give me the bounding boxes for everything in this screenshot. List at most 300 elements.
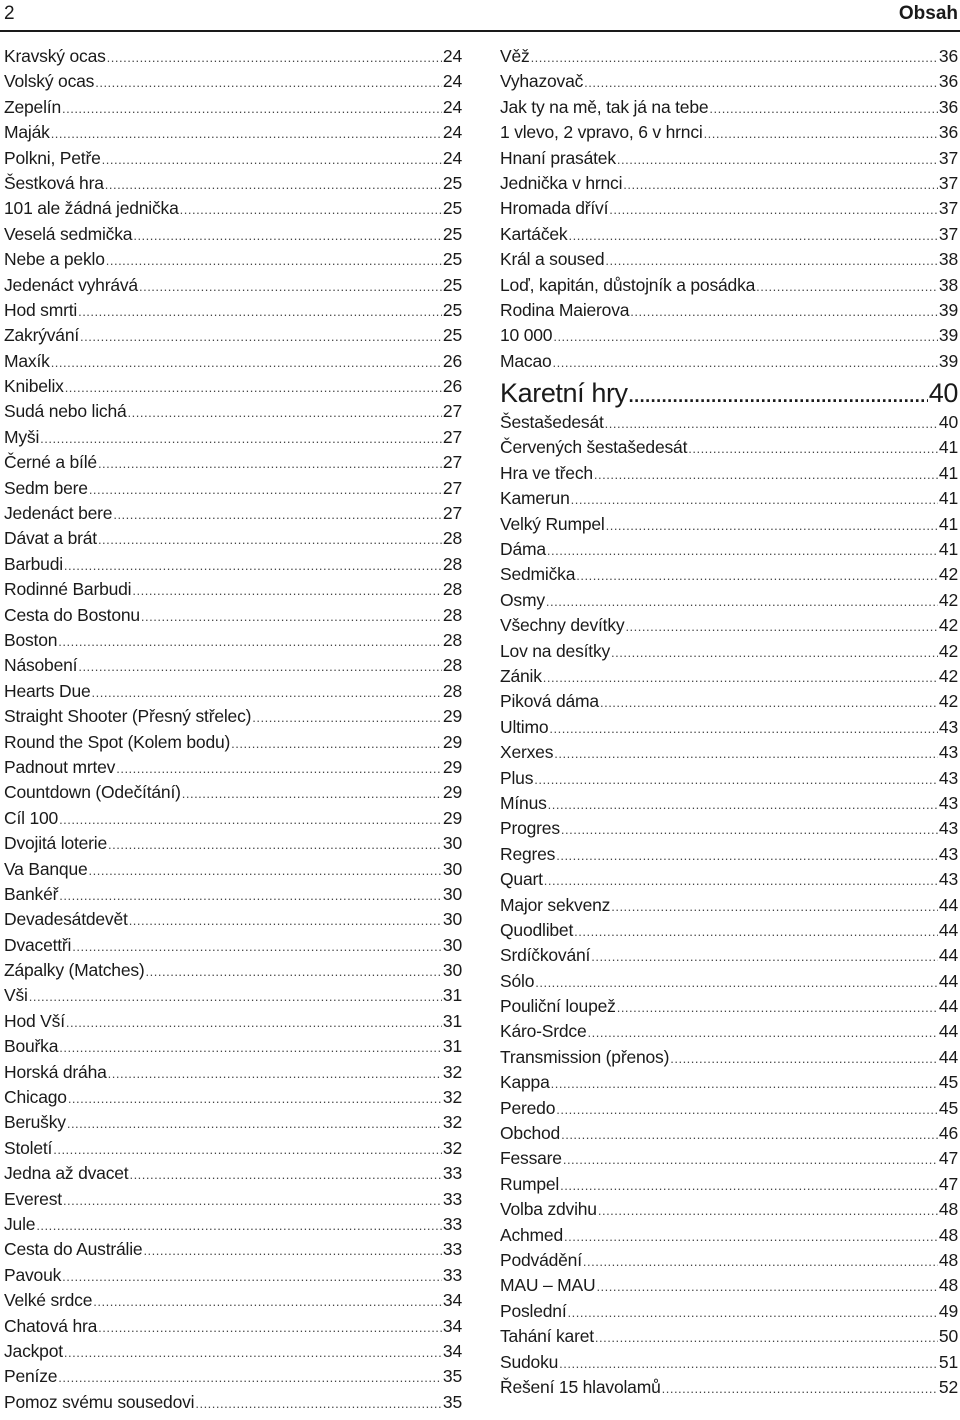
dot-leader — [65, 375, 442, 400]
toc-entry[interactable] — [4, 907, 462, 932]
toc-entry-page-number: 32 — [442, 1061, 462, 1082]
page-header — [0, 0, 960, 36]
toc-entry[interactable] — [4, 323, 462, 348]
toc-entry-label: Dvojitá loterie — [4, 833, 108, 854]
toc-entry[interactable] — [4, 399, 462, 424]
toc-entry-page-number: 24 — [442, 71, 462, 92]
toc-entry-label: Va Banque — [4, 858, 88, 879]
dot-leader — [80, 324, 442, 349]
toc-entry-page-number: 36 — [938, 96, 958, 117]
toc-entry-page-number: 41 — [938, 513, 958, 534]
toc-entry[interactable] — [500, 95, 958, 120]
dot-leader — [64, 1340, 442, 1365]
toc-entry-page-number: 28 — [442, 680, 462, 701]
dot-leader — [556, 1097, 938, 1122]
toc-entry[interactable] — [500, 1324, 958, 1349]
toc-entry[interactable] — [4, 120, 462, 145]
toc-entry-page-number: 31 — [442, 1036, 462, 1057]
toc-entry[interactable] — [500, 816, 958, 841]
toc-entry-page-number: 44 — [938, 1046, 958, 1067]
toc-entry[interactable] — [500, 537, 958, 562]
toc-entry[interactable] — [500, 943, 958, 968]
toc-entry-label: Dvacettři — [4, 934, 72, 955]
toc-entry[interactable] — [4, 425, 462, 450]
dot-leader — [549, 716, 938, 741]
dot-leader — [59, 883, 442, 908]
toc-entry[interactable] — [500, 410, 958, 435]
toc-entry-page-number: 44 — [938, 996, 958, 1017]
toc-entry-label: Maják — [4, 122, 50, 143]
toc-entry[interactable] — [500, 842, 958, 867]
toc-entry-label: Horská dráha — [4, 1061, 107, 1082]
dot-leader — [78, 299, 442, 324]
toc-entry-page-number: 41 — [938, 539, 958, 560]
toc-entry-page-number: 44 — [938, 1021, 958, 1042]
dot-leader — [116, 756, 442, 781]
toc-entry[interactable] — [500, 1019, 958, 1044]
dot-leader — [129, 1162, 441, 1187]
toc-entry-page-number: 26 — [442, 350, 462, 371]
toc-entry-label: Regres — [500, 843, 556, 864]
toc-entry-page-number: 43 — [938, 818, 958, 839]
toc-entry-label: Srdíčkování — [500, 945, 591, 966]
dot-leader — [609, 197, 938, 222]
toc-entry[interactable] — [500, 120, 958, 145]
toc-entry[interactable] — [500, 969, 958, 994]
toc-entry[interactable] — [4, 273, 462, 298]
toc-entry-page-number: 24 — [442, 122, 462, 143]
toc-entry[interactable] — [4, 704, 462, 729]
toc-entry[interactable] — [4, 450, 462, 475]
toc-entry-page-number: 31 — [442, 985, 462, 1006]
toc-entry-page-number: 33 — [442, 1239, 462, 1260]
toc-entry-label: Král a soused — [500, 249, 605, 270]
dot-leader — [93, 1289, 442, 1314]
dot-leader — [561, 1122, 938, 1147]
toc-entry[interactable] — [4, 247, 462, 272]
toc-entry-label: Piková dáma — [500, 691, 599, 712]
toc-entry-page-number: 28 — [442, 579, 462, 600]
toc-entry-label: Ultimo — [500, 716, 549, 737]
toc-entry-page-number: 25 — [442, 172, 462, 193]
dot-leader — [531, 45, 938, 70]
toc-entry[interactable] — [500, 44, 958, 69]
dot-leader — [108, 832, 442, 857]
toc-entry[interactable] — [4, 958, 462, 983]
toc-entry-label: Hra ve třech — [500, 462, 593, 483]
toc-entry[interactable] — [4, 730, 462, 755]
toc-entry-page-number: 28 — [442, 629, 462, 650]
toc-entry-label: Kartáček — [500, 223, 568, 244]
toc-entry-page-number: 30 — [442, 883, 462, 904]
toc-entry[interactable] — [4, 501, 462, 526]
dot-leader — [29, 984, 442, 1009]
toc-entry[interactable] — [500, 893, 958, 918]
dot-leader — [58, 629, 442, 654]
toc-entry-label: Jackpot — [4, 1340, 63, 1361]
dot-leader — [606, 513, 938, 538]
toc-entry[interactable] — [500, 791, 958, 816]
toc-entry[interactable] — [500, 1350, 958, 1375]
toc-entry[interactable] — [4, 780, 462, 805]
dot-leader — [36, 1213, 442, 1238]
toc-entry[interactable] — [500, 689, 958, 714]
toc-entry-page-number: 43 — [938, 869, 958, 890]
toc-entry-page-number: 43 — [938, 843, 958, 864]
toc-entry-label: Cíl 100 — [4, 807, 59, 828]
toc-entry[interactable] — [500, 323, 958, 348]
toc-entry[interactable] — [4, 653, 462, 678]
toc-entry[interactable] — [500, 639, 958, 664]
toc-entry[interactable] — [4, 933, 462, 958]
toc-entry[interactable] — [500, 349, 958, 374]
toc-entry-page-number: 25 — [442, 325, 462, 346]
toc-entry-label: Transmission (přenos) — [500, 1046, 670, 1067]
toc-entry[interactable] — [500, 171, 958, 196]
toc-entry-page-number: 43 — [938, 767, 958, 788]
toc-entry[interactable] — [4, 603, 462, 628]
toc-entry-label: Hod Vší — [4, 1010, 65, 1031]
dot-leader — [141, 604, 442, 629]
dot-leader — [546, 589, 938, 614]
toc-entry[interactable] — [500, 298, 958, 323]
toc-entry-label: Cesta do Austrálie — [4, 1239, 143, 1260]
toc-entry-label: Peníze — [4, 1366, 58, 1387]
toc-entry-page-number: 28 — [442, 553, 462, 574]
toc-entry[interactable] — [4, 374, 462, 399]
toc-entry-label: Pouliční loupež — [500, 996, 616, 1017]
toc-entry[interactable] — [4, 222, 462, 247]
dot-leader — [591, 944, 938, 969]
toc-entry-page-number: 47 — [938, 1148, 958, 1169]
toc-entry-page-number: 30 — [442, 833, 462, 854]
dot-leader — [252, 705, 442, 730]
toc-entry[interactable] — [4, 1339, 462, 1364]
dot-leader — [98, 451, 442, 476]
dot-leader — [709, 96, 938, 121]
toc-entry-page-number: 41 — [938, 488, 958, 509]
toc-entry-page-number: 25 — [442, 274, 462, 295]
toc-entry[interactable] — [4, 755, 462, 780]
toc-entry-label: Pomoz svému sousedovi — [4, 1391, 195, 1412]
toc-entry-label: Šestašedesát — [500, 412, 604, 433]
toc-entry[interactable] — [4, 1085, 462, 1110]
toc-entry[interactable] — [4, 1314, 462, 1339]
toc-entry[interactable] — [500, 461, 958, 486]
toc-entry-page-number: 39 — [938, 299, 958, 320]
toc-entry-label: MAU – MAU — [500, 1275, 596, 1296]
dot-leader — [629, 379, 928, 413]
dot-leader — [617, 147, 938, 172]
toc-entry-label: Boston — [4, 629, 58, 650]
toc-entry-label: Rumpel — [500, 1173, 560, 1194]
toc-entry-label: Století — [4, 1137, 53, 1158]
toc-entry-label: Loď, kapitán, důstojník a posádka — [500, 274, 756, 295]
toc-entry[interactable] — [500, 588, 958, 613]
toc-entry-label: Padnout mrtev — [4, 756, 116, 777]
toc-entry-label: 1 vlevo, 2 vpravo, 6 v hrnci — [500, 122, 703, 143]
toc-entry[interactable] — [4, 476, 462, 501]
dot-leader — [551, 1071, 938, 1096]
dot-leader — [62, 96, 442, 121]
toc-entry[interactable] — [500, 435, 958, 460]
toc-entry-page-number: 27 — [442, 401, 462, 422]
dot-leader — [564, 1224, 938, 1249]
dot-leader — [195, 1391, 442, 1416]
toc-entry-page-number: 36 — [938, 122, 958, 143]
toc-entry[interactable] — [500, 1197, 958, 1222]
dot-leader — [561, 817, 938, 842]
toc-entry-label: Jedenáct vyhrává — [4, 274, 138, 295]
dot-leader — [605, 411, 938, 436]
toc-entry-page-number: 32 — [442, 1137, 462, 1158]
toc-entry-label: Berušky — [4, 1112, 66, 1133]
toc-entry[interactable] — [4, 1237, 462, 1262]
dot-leader — [180, 197, 442, 222]
toc-entry[interactable] — [500, 222, 958, 247]
toc-entry-label: Řešení 15 hlavolamů — [500, 1376, 661, 1397]
toc-entry[interactable] — [4, 1110, 462, 1135]
toc-entry[interactable] — [4, 171, 462, 196]
toc-entry[interactable] — [500, 1045, 958, 1070]
toc-entry-label: Zápalky (Matches) — [4, 960, 145, 981]
toc-entry-page-number: 39 — [938, 325, 958, 346]
toc-entry-page-number: 32 — [442, 1112, 462, 1133]
toc-entry-label: 101 ale žádná jednička — [4, 198, 179, 219]
toc-entry-label: Násobení — [4, 655, 78, 676]
toc-entry[interactable] — [500, 196, 958, 221]
toc-entry-label: Dávat a brát — [4, 528, 97, 549]
toc-entry[interactable] — [4, 857, 462, 882]
toc-entry[interactable] — [4, 349, 462, 374]
toc-entry[interactable] — [500, 562, 958, 587]
toc-section-heading[interactable] — [500, 376, 958, 410]
toc-entry[interactable] — [500, 664, 958, 689]
toc-entry[interactable] — [4, 1060, 462, 1085]
toc-entry[interactable] — [4, 1034, 462, 1059]
toc-entry[interactable] — [4, 831, 462, 856]
toc-entry[interactable] — [500, 766, 958, 791]
toc-entry-page-number: 33 — [442, 1264, 462, 1285]
toc-entry-label: Everest — [4, 1188, 62, 1209]
toc-entry-page-number: 28 — [442, 655, 462, 676]
toc-entry-label: Round the Spot (Kolem bodu) — [4, 731, 231, 752]
toc-entry-label: Hod smrti — [4, 299, 78, 320]
dot-leader — [560, 1173, 938, 1198]
dot-leader — [98, 527, 442, 552]
dot-leader — [630, 299, 938, 324]
toc-right-column — [500, 44, 958, 1400]
toc-entry[interactable] — [4, 882, 462, 907]
toc-entry-page-number: 52 — [938, 1376, 958, 1397]
toc-entry-label: Kravský ocas — [4, 46, 106, 66]
toc-entry-page-number: 34 — [442, 1315, 462, 1336]
toc-entry-page-number: 41 — [938, 462, 958, 483]
dot-leader — [108, 1061, 442, 1086]
dot-leader — [58, 1365, 442, 1390]
toc-entry[interactable] — [4, 577, 462, 602]
toc-entry-label: Jedna až dvacet — [4, 1163, 129, 1184]
toc-entry-label: Bankéř — [4, 883, 59, 904]
dot-leader — [92, 680, 442, 705]
dot-leader — [688, 436, 938, 461]
toc-entry-page-number: 25 — [442, 223, 462, 244]
toc-entry[interactable] — [4, 1212, 462, 1237]
dot-leader — [571, 487, 938, 512]
dot-leader — [128, 400, 442, 425]
dot-leader — [40, 426, 442, 451]
toc-entry-label: Zánik — [500, 665, 542, 686]
toc-entry[interactable] — [500, 715, 958, 740]
toc-entry[interactable] — [500, 740, 958, 765]
toc-entry[interactable] — [4, 552, 462, 577]
toc-entry[interactable] — [500, 1299, 958, 1324]
dot-leader — [625, 614, 937, 639]
toc-entry[interactable] — [500, 867, 958, 892]
dot-leader — [89, 858, 442, 883]
toc-entry[interactable] — [4, 44, 462, 69]
toc-entry-label: Nebe a peklo — [4, 249, 105, 270]
dot-leader — [106, 248, 442, 273]
toc-entry-page-number: 43 — [938, 792, 958, 813]
toc-entry-page-number: 46 — [938, 1123, 958, 1144]
toc-entry-label: Straight Shooter (Přesný střelec) — [4, 706, 252, 727]
toc-entry-page-number: 27 — [442, 426, 462, 447]
dot-leader — [596, 1274, 937, 1299]
toc-entry-page-number: 45 — [938, 1097, 958, 1118]
toc-entry-page-number: 32 — [442, 1087, 462, 1108]
toc-entry-page-number: 28 — [442, 604, 462, 625]
dot-leader — [231, 731, 442, 756]
toc-entry-page-number: 40 — [928, 378, 958, 409]
toc-entry[interactable] — [4, 679, 462, 704]
toc-entry-label: Bouřka — [4, 1036, 59, 1057]
toc-entry-label: Myši — [4, 426, 40, 447]
toc-entry[interactable] — [500, 918, 958, 943]
toc-entry[interactable] — [4, 806, 462, 831]
toc-entry[interactable] — [4, 298, 462, 323]
toc-entry[interactable] — [500, 512, 958, 537]
dot-leader — [146, 959, 442, 984]
toc-entry[interactable] — [500, 1096, 958, 1121]
toc-entry-page-number: 26 — [442, 376, 462, 397]
toc-entry-label: Obchod — [500, 1123, 561, 1144]
toc-entry[interactable] — [4, 1288, 462, 1313]
toc-entry-page-number: 35 — [442, 1391, 462, 1412]
toc-entry[interactable] — [4, 1390, 462, 1415]
toc-entry-label: Plus — [500, 767, 534, 788]
toc-entry[interactable] — [500, 1248, 958, 1273]
toc-entry-label: Lov na desítky — [500, 640, 611, 661]
toc-entry[interactable] — [500, 1223, 958, 1248]
toc-entry[interactable] — [4, 1187, 462, 1212]
toc-entry-page-number: 49 — [938, 1300, 958, 1321]
toc-entry[interactable] — [500, 1121, 958, 1146]
toc-entry-page-number: 42 — [938, 640, 958, 661]
toc-entry-page-number: 29 — [442, 706, 462, 727]
section-title: Obsah — [898, 3, 958, 24]
toc-entry-page-number: 24 — [442, 46, 462, 66]
toc-entry[interactable] — [4, 196, 462, 221]
toc-entry[interactable] — [500, 247, 958, 272]
toc-entry[interactable] — [4, 69, 462, 94]
toc-entry[interactable] — [500, 1273, 958, 1298]
toc-entry-page-number: 34 — [442, 1340, 462, 1361]
toc-entry[interactable] — [500, 1070, 958, 1095]
toc-entry-label: Xerxes — [500, 742, 554, 763]
toc-entry[interactable] — [4, 1009, 462, 1034]
header-divider — [0, 30, 960, 32]
toc-entry[interactable] — [500, 273, 958, 298]
dot-leader — [53, 1137, 442, 1162]
toc-entry-label: Tahání karet — [500, 1326, 594, 1347]
toc-entry[interactable] — [500, 1375, 958, 1400]
dot-leader — [139, 274, 442, 299]
toc-entry-page-number: 42 — [938, 691, 958, 712]
toc-entry[interactable] — [4, 95, 462, 120]
toc-entry[interactable] — [4, 628, 462, 653]
dot-leader — [574, 919, 938, 944]
dot-leader — [600, 690, 938, 715]
toc-entry-label: Cesta do Bostonu — [4, 604, 140, 625]
dot-leader — [98, 1315, 442, 1340]
toc-left-column — [4, 44, 462, 1415]
dot-leader — [63, 1188, 442, 1213]
toc-entry-page-number: 44 — [938, 970, 958, 991]
toc-entry[interactable] — [500, 1146, 958, 1171]
toc-entry[interactable] — [500, 1172, 958, 1197]
toc-entry[interactable] — [4, 146, 462, 171]
toc-entry-label: Quodlibet — [500, 919, 574, 940]
toc-entry-label: Věž — [500, 46, 530, 66]
dot-leader — [535, 970, 938, 995]
dot-leader — [611, 640, 938, 665]
toc-entry-label: Maxík — [4, 350, 50, 371]
toc-entry-label: Countdown (Odečítání) — [4, 782, 181, 803]
toc-entry[interactable] — [4, 1263, 462, 1288]
toc-entry-page-number: 30 — [442, 960, 462, 981]
toc-entry[interactable] — [4, 1161, 462, 1186]
toc-entry[interactable] — [4, 526, 462, 551]
toc-entry-label: Macao — [500, 350, 552, 371]
toc-entry[interactable] — [500, 994, 958, 1019]
toc-entry-page-number: 48 — [938, 1249, 958, 1270]
dot-leader — [66, 1010, 442, 1035]
toc-entry-page-number: 50 — [938, 1326, 958, 1347]
dot-leader — [611, 894, 938, 919]
dot-leader — [102, 147, 442, 172]
toc-entry[interactable] — [500, 146, 958, 171]
dot-leader — [617, 995, 938, 1020]
toc-entry-page-number: 27 — [442, 452, 462, 473]
toc-entry[interactable] — [4, 1136, 462, 1161]
toc-entry-label: Kamerun — [500, 488, 570, 509]
toc-entry[interactable] — [4, 983, 462, 1008]
dot-leader — [563, 1147, 938, 1172]
toc-entry[interactable] — [500, 69, 958, 94]
dot-leader — [95, 70, 442, 95]
dot-leader — [548, 792, 938, 817]
toc-entry-label: Jednička v hrnci — [500, 172, 623, 193]
toc-entry-label: Chatová hra — [4, 1315, 98, 1336]
toc-entry-page-number: 30 — [442, 909, 462, 930]
toc-entry[interactable] — [4, 1364, 462, 1389]
toc-entry[interactable] — [500, 613, 958, 638]
toc-entry-label: Hnaní prasátek — [500, 147, 616, 168]
toc-entry-label: Velké srdce — [4, 1290, 93, 1311]
toc-entry-label: Volba zdvihu — [500, 1199, 597, 1220]
toc-entry[interactable] — [500, 486, 958, 511]
